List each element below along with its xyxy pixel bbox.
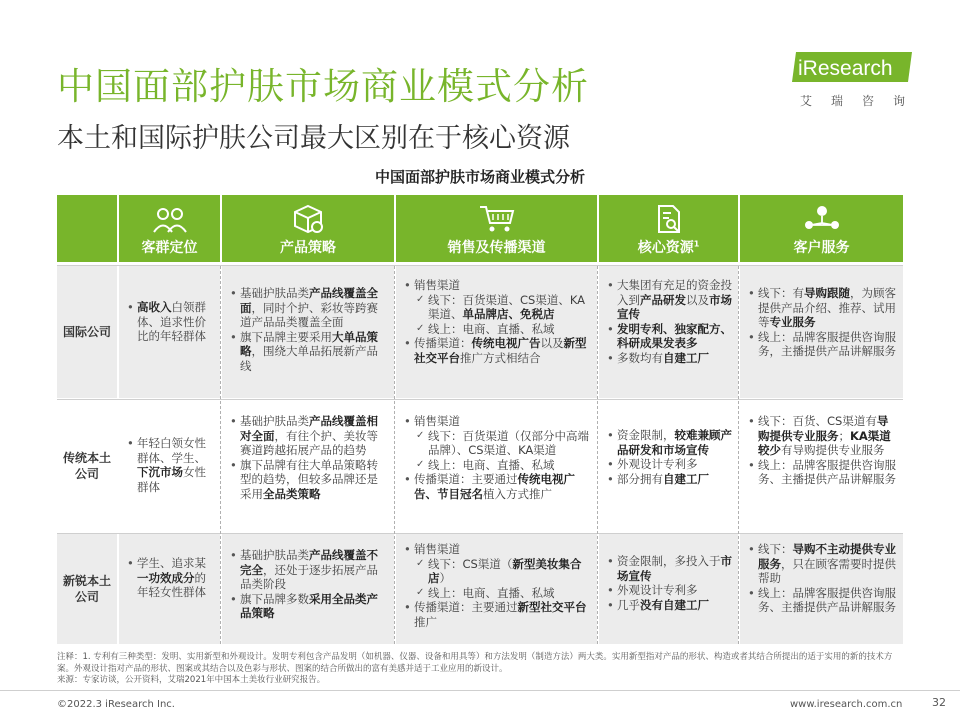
list-item: • 高收入白领群体、追求性价比的年轻群体 [127, 300, 212, 344]
list-item: • 线下：百货、CS渠道有导购提供专业服务；KA渠道较少有导购提供专业服务 [748, 414, 897, 458]
list-item: • 线上：品牌客服提供咨询服务、主播提供产品讲解服务 [748, 458, 897, 487]
page-number: 32 [932, 696, 946, 709]
cell-international-product-strategy [222, 266, 394, 398]
page-subtitle: 本土和国际护肤公司最大区别在于核心资源 [57, 123, 570, 154]
list-item: • 基础护肤品类产品线覆盖全面，同时个护、彩妆等跨赛道产品品类覆盖全面 [230, 286, 388, 330]
cell-emerging-customer-service [740, 534, 903, 644]
list-item: • 外观设计专利多 [607, 583, 732, 598]
iresearch-logo [790, 48, 925, 114]
column-header-core-resources [599, 195, 738, 262]
list-item: • 销售渠道 [404, 542, 591, 557]
cell-emerging-customer-positioning [119, 534, 220, 644]
cell-emerging-sales-channels [396, 534, 597, 644]
list-item: • 传播渠道：传统电视广告以及新型社交平台推广方式相结合 [404, 336, 591, 365]
logo-wordmark: iResearch [798, 57, 893, 80]
list-item: • 销售渠道 [404, 414, 591, 429]
list-item: ✓ 线上：电商、直播、私域 [404, 458, 591, 473]
list-item: • 大集团有充足的资金投入到产品研发以及市场宣传 [607, 278, 732, 322]
footer-divider [0, 690, 960, 691]
list-item: • 传播渠道：主要通过传统电视广告、节目冠名植入方式推广 [404, 472, 591, 501]
column-header-label: 产品策略 [280, 240, 336, 256]
cell-international-sales-channels [396, 266, 597, 398]
row-label-international: 国际公司 [57, 266, 117, 398]
list-item: • 旗下品牌主要采用大单品策略，围绕大单品拓展新产品线 [230, 330, 388, 374]
table-title: 中国面部护肤市场商业模式分析 [374, 168, 585, 186]
document-search-icon [653, 203, 685, 235]
footnote-text: 注释：1. 专利有三种类型：发明、实用新型和外观设计。发明专利包含产品发明（如机器、仪器、设备和用具等）和方法发明（制造方法）两大类。实用新型指对产品的形状、构造或者其结合所提出的适于实用的新的技术方案。外观设计指对产品的形状、图案或其结合以及色彩与形状、图案的结合所做出的富有美感并适于工业应用的新设计。 [57, 652, 893, 674]
column-header-label: 销售及传播渠道 [447, 240, 546, 256]
list-item: • 资金限制，多投入于市场宣传 [607, 554, 732, 583]
cell-international-core-resources [599, 266, 738, 398]
website-text: www.iresearch.com.cn [790, 699, 903, 710]
product-box-icon [291, 203, 325, 235]
list-item: • 几乎没有自建工厂 [607, 598, 732, 613]
page-title: 中国面部护肤市场商业模式分析 [57, 65, 589, 108]
cell-traditional-customer-service [740, 400, 903, 532]
list-item: • 基础护肤品类产品线覆盖不完全，还处于逐步拓展产品品类阶段 [230, 548, 388, 592]
cell-traditional-customer-positioning [119, 400, 220, 532]
list-item: • 旗下品牌多数采用全品类产品策略 [230, 592, 388, 621]
logo-mark-icon [790, 48, 914, 88]
list-item: ✓ 线下：百货渠道、CS渠道、KA渠道、单品牌店、免税店 [404, 293, 591, 322]
row-label-traditional-domestic: 传统本土公司 [57, 400, 117, 532]
list-item: • 基础护肤品类产品线覆盖相对全面，有往个护、美妆等赛道跨越拓展产品的趋势 [230, 414, 388, 458]
cell-traditional-product-strategy [222, 400, 394, 532]
footnotes [57, 652, 907, 687]
cell-emerging-product-strategy [222, 534, 394, 644]
column-header-label: 客户服务 [793, 240, 850, 256]
list-item: • 部分拥有自建工厂 [607, 472, 732, 487]
list-item: • 线下：导购不主动提供专业服务，只在顾客需要时提供帮助 [748, 542, 897, 586]
list-item: • 线下：有导购跟随，为顾客提供产品介绍、推荐、试用等专业服务 [748, 286, 897, 330]
list-item: • 多数均有自建工厂 [607, 351, 732, 366]
list-item: ✓ 线下：CS渠道（新型美妆集合店） [404, 557, 591, 586]
list-item: • 学生、追求某一功效成分的年轻女性群体 [127, 556, 212, 600]
column-divider [220, 266, 222, 644]
list-item: • 年轻白领女性群体、学生、下沉市场女性群体 [127, 436, 212, 494]
list-item: ✓ 线下：百货渠道（仅部分中高端品牌）、CS渠道、KA渠道 [404, 429, 591, 458]
list-item: • 旗下品牌有往大单品策略转型的趋势，但较多品牌还是采用全品类策略 [230, 458, 388, 502]
column-header-label: 核心资源$^1$ [637, 239, 700, 256]
list-item: • 线上：品牌客服提供咨询服务，主播提供产品讲解服务 [748, 330, 897, 359]
list-item: • 线上：品牌客服提供咨询服务、主播提供产品讲解服务 [748, 586, 897, 615]
source-text: 来源：专家访谈，公开资料，艾瑞2021年中国本土美妆行业研究报告。 [57, 675, 326, 685]
column-header-label: 客群定位 [141, 240, 198, 256]
copyright-text: ©2022.3 iResearch Inc. [57, 699, 175, 710]
list-item: • 传播渠道：主要通过新型社交平台推广 [404, 600, 591, 629]
shopping-cart-icon [478, 203, 516, 235]
cell-international-customer-positioning [119, 266, 220, 398]
column-header-sales-channels [396, 195, 597, 262]
list-item: ✓ 线上：电商、直播、私域 [404, 322, 591, 337]
column-divider [394, 266, 396, 644]
logo-cn-text: 艾瑞咨询 [800, 94, 925, 108]
cell-international-customer-service [740, 266, 903, 398]
list-item: • 外观设计专利多 [607, 457, 732, 472]
column-header-customer-service [740, 195, 903, 262]
list-item: • 发明专利、独家配方、科研成果发表多 [607, 322, 732, 351]
header-corner-cell [57, 195, 117, 262]
column-divider [597, 266, 599, 644]
column-divider [738, 266, 740, 644]
list-item: • 资金限制，较难兼顾产品研发和市场宣传 [607, 428, 732, 457]
row-label-emerging-domestic: 新锐本土公司 [57, 534, 117, 644]
list-item: • 销售渠道 [404, 278, 591, 293]
list-item: ✓ 线上：电商、直播、私域 [404, 586, 591, 601]
cell-emerging-core-resources [599, 534, 738, 644]
people-group-icon [151, 205, 189, 235]
column-header-customer-positioning [119, 195, 220, 262]
cell-traditional-sales-channels [396, 400, 597, 532]
cell-traditional-core-resources [599, 400, 738, 532]
column-header-product-strategy [222, 195, 394, 262]
customer-network-icon [802, 203, 842, 235]
